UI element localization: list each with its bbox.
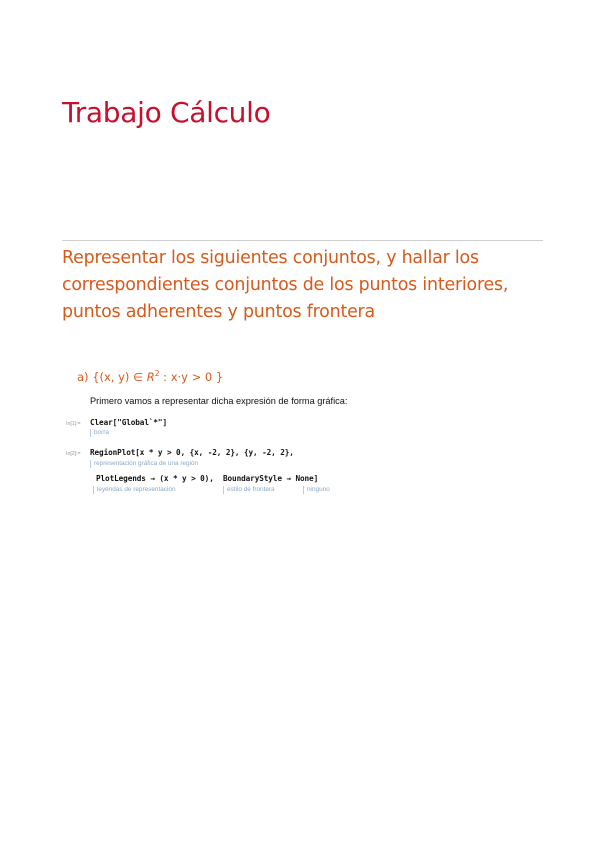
subsection-prefix: a) {(x, y) ∈ bbox=[77, 370, 147, 384]
subsection-suffix: : x·y > 0 } bbox=[159, 370, 224, 384]
hint-regionplot: representación gráfica de una región bbox=[90, 460, 198, 468]
section-heading bbox=[62, 245, 542, 326]
section-divider bbox=[62, 240, 543, 241]
input-label-2: In[2]:= bbox=[66, 451, 81, 457]
code-plotlegends[interactable]: PlotLegends → (x * y > 0), bbox=[96, 474, 214, 483]
input-label-1: In[1]:= bbox=[66, 421, 81, 427]
subsection-exponent: 2 bbox=[154, 369, 160, 378]
hint-borra: borra bbox=[90, 429, 109, 437]
subsection-heading bbox=[77, 369, 223, 384]
section-heading-line-2: correspondientes conjuntos de los puntos interiores, bbox=[62, 275, 509, 295]
hint-boundarystyle: estilo de frontera bbox=[223, 486, 275, 494]
code-clear[interactable]: Clear["Global`*"] bbox=[90, 418, 167, 427]
notebook-title: Trabajo Cálculo bbox=[62, 96, 271, 129]
section-heading-line-3: puntos adherentes y puntos frontera bbox=[62, 302, 375, 322]
section-heading-line-1: Representar los siguientes conjuntos, y hallar los bbox=[62, 248, 479, 268]
intro-text: Primero vamos a representar dicha expresión de forma gráfica: bbox=[90, 396, 348, 406]
code-boundarystyle[interactable]: BoundaryStyle → None] bbox=[223, 474, 319, 483]
hint-none: ninguno bbox=[303, 486, 330, 494]
hint-plotlegends: leyendas de representación bbox=[93, 486, 176, 494]
code-regionplot-line-1[interactable]: RegionPlot[x * y > 0, {x, -2, 2}, {y, -2, 2}, bbox=[90, 448, 294, 457]
subsection-symbol: R bbox=[146, 370, 155, 384]
